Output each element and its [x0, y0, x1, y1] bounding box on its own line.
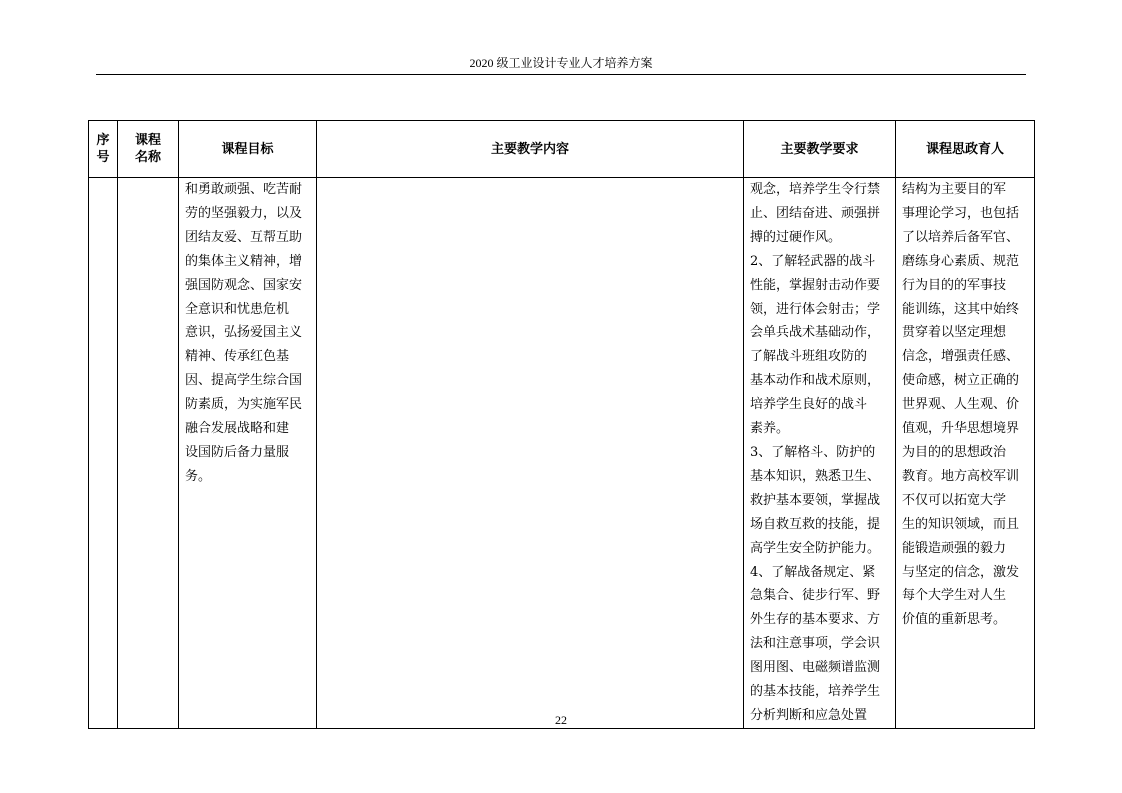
- column-header-goal: [179, 121, 317, 178]
- text-line: 能训练，这其中始终: [902, 301, 1020, 317]
- text-line: 精神、传承红色基: [185, 349, 290, 365]
- text-line: 救护基本要领，掌握战: [750, 492, 881, 508]
- text-line: 教育。地方高校军训: [902, 468, 1020, 484]
- text-line: 分析判断和应急处置: [750, 707, 868, 723]
- text-line: 止、团结奋进、顽强拼: [750, 205, 881, 221]
- text-line: 价值的重新思考。: [902, 612, 1007, 628]
- text-line: 领，进行体会射击；学: [750, 301, 881, 317]
- curriculum-table: [88, 120, 1035, 729]
- text-line: 强国防观念、国家安: [185, 277, 303, 293]
- cell-seq: [89, 178, 118, 729]
- text-line: 搏的过硬作风。: [750, 229, 842, 245]
- text-line: 急集合、徒步行军、野: [750, 588, 881, 604]
- document-title: 2020 级工业设计专业人才培养方案: [469, 56, 653, 70]
- page-footer: [0, 713, 1122, 728]
- text-line: 2、了解轻武器的战斗: [750, 253, 876, 269]
- cell-content: [317, 178, 744, 729]
- text-line: 和勇敢顽强、吃苦耐: [185, 182, 303, 197]
- header-line: 名称: [134, 150, 161, 165]
- text-line: 不仅可以拓宽大学: [902, 492, 1007, 508]
- text-line: 为目的的思想政治: [902, 444, 1007, 460]
- ideology-text: [896, 178, 1034, 632]
- table-header-row: [89, 121, 1035, 178]
- text-line: 基本知识，熟悉卫生、: [750, 468, 881, 484]
- text-line: 劳的坚强毅力，以及: [185, 205, 303, 221]
- text-line: 了以培养后备军官、: [902, 229, 1020, 245]
- text-line: 图用图、电磁频谱监测: [750, 660, 881, 676]
- column-header-ideology: [896, 121, 1035, 178]
- text-line: 素养。: [750, 421, 790, 437]
- text-line: 行为目的的军事技: [902, 277, 1007, 293]
- text-line: 每个大学生对人生: [902, 588, 1007, 604]
- text-line: 了解战斗班组攻防的: [750, 349, 868, 365]
- text-line: 因、提高学生综合国: [185, 373, 303, 389]
- text-line: 融合发展战略和建: [185, 421, 290, 437]
- text-line: 法和注意事项，学会识: [750, 636, 881, 652]
- text-line: 团结友爱、互帮互助: [185, 229, 303, 245]
- text-line: 信念，增强责任感、: [902, 349, 1020, 365]
- text-line: 设国防后备力量服: [185, 444, 290, 460]
- text-line: 的基本技能，培养学生: [750, 684, 881, 700]
- text-line: 使命感，树立正确的: [902, 373, 1020, 389]
- requirements-text: [744, 178, 895, 728]
- text-line: 贯穿着以坚定理想: [902, 325, 1007, 341]
- text-line: 会单兵战术基础动作，: [750, 325, 881, 341]
- column-header-content: [317, 121, 744, 178]
- text-line: 与坚定的信念，激发: [902, 564, 1020, 580]
- cell-ideology: [896, 178, 1035, 729]
- header-line: 主要教学内容: [490, 141, 569, 157]
- column-header-requirements: [744, 121, 896, 178]
- text-line: 防素质，为实施军民: [185, 397, 303, 413]
- text-line: 事理论学习，也包括: [902, 205, 1020, 221]
- text-line: 务。: [185, 468, 212, 484]
- text-line: 值观，升华思想境界: [902, 421, 1020, 437]
- text-line: 3、了解格斗、防护的: [750, 444, 876, 460]
- text-line: 生的知识领域，而且: [902, 516, 1020, 532]
- text-line: 高学生安全防护能力。: [750, 540, 881, 556]
- header-line: 号: [96, 150, 110, 165]
- text-line: 的集体主义精神，增: [185, 253, 303, 269]
- text-line: 结构为主要目的军: [902, 182, 1007, 197]
- goal-text: [179, 178, 316, 489]
- text-line: 外生存的基本要求、方: [750, 612, 881, 628]
- text-line: 观念，培养学生令行禁: [750, 182, 881, 197]
- text-line: 性能，掌握射击动作要: [750, 277, 881, 293]
- text-line: 全意识和忧患危机: [185, 301, 290, 317]
- cell-requirements: [744, 178, 896, 729]
- header-line: 主要教学要求: [780, 141, 859, 157]
- text-line: 4、了解战备规定、紧: [750, 564, 876, 580]
- cell-name: [118, 178, 179, 729]
- page-header: [96, 54, 1026, 75]
- column-header-name: [118, 121, 179, 178]
- text-line: 磨练身心素质、规范: [902, 253, 1020, 269]
- text-line: 世界观、人生观、价: [902, 397, 1020, 413]
- header-line: 课程思政育人: [925, 141, 1004, 157]
- table-row: [89, 178, 1035, 729]
- text-line: 意识，弘扬爱国主义: [185, 325, 303, 341]
- text-line: 能锻造顽强的毅力: [902, 540, 1007, 556]
- cell-goal: [179, 178, 317, 729]
- header-line: 课程: [134, 133, 161, 148]
- header-line: 序: [96, 133, 110, 148]
- header-line: 课程目标: [221, 141, 274, 157]
- page-number: 22: [555, 713, 567, 727]
- text-line: 场自救互救的技能，提: [750, 516, 881, 532]
- text-line: 培养学生良好的战斗: [750, 397, 868, 413]
- column-header-seq: [89, 121, 118, 178]
- text-line: 基本动作和战术原则，: [750, 373, 881, 389]
